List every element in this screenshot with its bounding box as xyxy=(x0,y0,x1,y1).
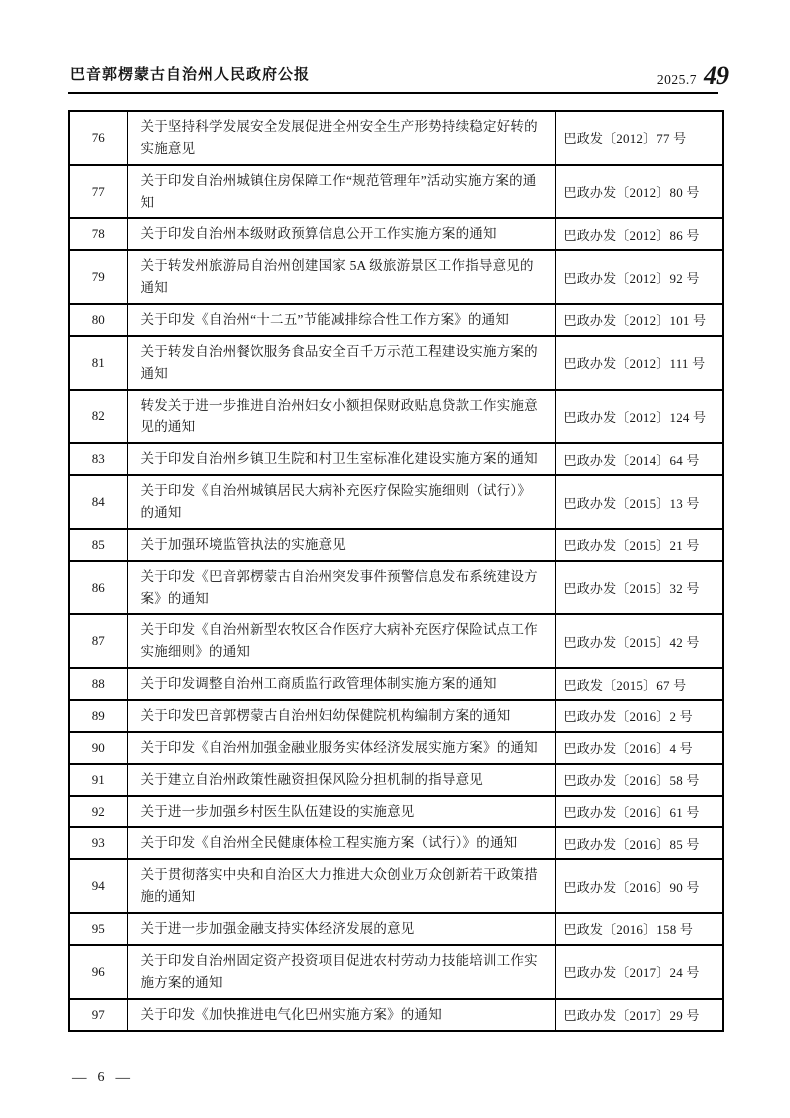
row-index-cell: 76 xyxy=(69,111,127,165)
document-number-cell: 巴政办发〔2015〕21 号 xyxy=(555,529,723,561)
document-title-cell: 关于建立自治州政策性融资担保风险分担机制的指导意见 xyxy=(127,764,555,796)
document-number-cell: 巴政办发〔2016〕4 号 xyxy=(555,732,723,764)
table-row xyxy=(69,250,723,304)
row-index-cell: 82 xyxy=(69,390,127,444)
row-index-cell: 85 xyxy=(69,529,127,561)
table-row xyxy=(69,443,723,475)
document-number-cell: 巴政办发〔2017〕29 号 xyxy=(555,999,723,1031)
row-index-cell: 94 xyxy=(69,859,127,913)
table-row xyxy=(69,945,723,999)
publication-title: 巴音郭楞蒙古自治州人民政府公报 xyxy=(70,66,311,83)
table-row xyxy=(69,859,723,913)
row-index-cell: 86 xyxy=(69,561,127,615)
row-index-cell: 90 xyxy=(69,732,127,764)
document-title-cell: 关于印发《加快推进电气化巴州实施方案》的通知 xyxy=(127,999,555,1031)
document-title-cell: 关于转发自治州餐饮服务食品安全百千万示范工程建设实施方案的通知 xyxy=(127,336,555,390)
row-index-cell: 83 xyxy=(69,443,127,475)
issue-block xyxy=(657,63,728,89)
document-number-cell: 巴政办发〔2016〕61 号 xyxy=(555,796,723,828)
document-number-cell: 巴政办发〔2012〕111 号 xyxy=(555,336,723,390)
table-row xyxy=(69,999,723,1031)
document-number-cell: 巴政办发〔2016〕90 号 xyxy=(555,859,723,913)
page-number: 6 xyxy=(97,1070,105,1085)
table-row xyxy=(69,796,723,828)
page-header xyxy=(68,0,728,94)
table-row xyxy=(69,111,723,165)
document-title-cell: 转发关于进一步推进自治州妇女小额担保财政贴息贷款工作实施意见的通知 xyxy=(127,390,555,444)
table-row xyxy=(69,561,723,615)
row-index-cell: 97 xyxy=(69,999,127,1031)
document-number-cell: 巴政办发〔2016〕85 号 xyxy=(555,827,723,859)
row-index-cell: 81 xyxy=(69,336,127,390)
row-index-cell: 96 xyxy=(69,945,127,999)
document-number-cell: 巴政办发〔2015〕13 号 xyxy=(555,475,723,529)
document-number-cell: 巴政办发〔2012〕101 号 xyxy=(555,304,723,336)
document-number-cell: 巴政发〔2016〕158 号 xyxy=(555,913,723,945)
document-title-cell: 关于印发《自治州城镇居民大病补充医疗保险实施细则（试行）》的通知 xyxy=(127,475,555,529)
document-number-cell: 巴政办发〔2015〕42 号 xyxy=(555,614,723,668)
table-row xyxy=(69,827,723,859)
table-row xyxy=(69,668,723,700)
document-number-cell: 巴政办发〔2012〕80 号 xyxy=(555,165,723,219)
row-index-cell: 92 xyxy=(69,796,127,828)
row-index-cell: 89 xyxy=(69,700,127,732)
issue-date: 2025.7 xyxy=(656,72,697,87)
document-title-cell: 关于进一步加强金融支持实体经济发展的意见 xyxy=(127,913,555,945)
document-number-cell: 巴政发〔2015〕67 号 xyxy=(555,668,723,700)
table-row xyxy=(69,390,723,444)
document-number-cell: 巴政办发〔2012〕86 号 xyxy=(555,218,723,250)
document-title-cell: 关于印发巴音郭楞蒙古自治州妇幼保健院机构编制方案的通知 xyxy=(127,700,555,732)
row-index-cell: 93 xyxy=(69,827,127,859)
issue-number: 49 xyxy=(704,61,728,90)
footer-left-dash: — xyxy=(72,1069,87,1086)
table-row xyxy=(69,614,723,668)
catalog-table-body xyxy=(69,111,723,1031)
document-number-cell: 巴政办发〔2016〕58 号 xyxy=(555,764,723,796)
row-index-cell: 78 xyxy=(69,218,127,250)
table-row xyxy=(69,764,723,796)
document-title-cell: 关于印发《自治州新型农牧区合作医疗大病补充医疗保险试点工作实施细则》的通知 xyxy=(127,614,555,668)
document-title-cell: 关于印发《自治州全民健康体检工程实施方案（试行）》的通知 xyxy=(127,827,555,859)
document-title-cell: 关于坚持科学发展安全发展促进全州安全生产形势持续稳定好转的实施意见 xyxy=(127,111,555,165)
document-title-cell: 关于加强环境监管执法的实施意见 xyxy=(127,529,555,561)
document-number-cell: 巴政办发〔2015〕32 号 xyxy=(555,561,723,615)
document-number-cell: 巴政办发〔2012〕124 号 xyxy=(555,390,723,444)
row-index-cell: 95 xyxy=(69,913,127,945)
table-row xyxy=(69,304,723,336)
page-footer xyxy=(72,1070,790,1087)
document-title-cell: 关于印发自治州乡镇卫生院和村卫生室标准化建设实施方案的通知 xyxy=(127,443,555,475)
document-title-cell: 关于贯彻落实中央和自治区大力推进大众创业万众创新若干政策措施的通知 xyxy=(127,859,555,913)
document-title-cell: 关于印发《自治州加强金融业服务实体经济发展实施方案》的通知 xyxy=(127,732,555,764)
row-index-cell: 91 xyxy=(69,764,127,796)
table-row xyxy=(69,529,723,561)
table-row xyxy=(69,218,723,250)
footer-right-dash: — xyxy=(115,1069,130,1086)
document-index-table xyxy=(68,110,724,1032)
document-number-cell: 巴政办发〔2017〕24 号 xyxy=(555,945,723,999)
header-rule xyxy=(68,92,718,94)
document-title-cell: 关于进一步加强乡村医生队伍建设的实施意见 xyxy=(127,796,555,828)
document-title-cell: 关于印发自治州城镇住房保障工作“规范管理年”活动实施方案的通知 xyxy=(127,165,555,219)
document-number-cell: 巴政发〔2012〕77 号 xyxy=(555,111,723,165)
row-index-cell: 77 xyxy=(69,165,127,219)
table-row xyxy=(69,336,723,390)
document-title-cell: 关于印发调整自治州工商质监行政管理体制实施方案的通知 xyxy=(127,668,555,700)
row-index-cell: 80 xyxy=(69,304,127,336)
row-index-cell: 84 xyxy=(69,475,127,529)
table-row xyxy=(69,913,723,945)
row-index-cell: 88 xyxy=(69,668,127,700)
document-number-cell: 巴政办发〔2012〕92 号 xyxy=(555,250,723,304)
document-title-cell: 关于印发自治州本级财政预算信息公开工作实施方案的通知 xyxy=(127,218,555,250)
document-title-cell: 关于印发自治州固定资产投资项目促进农村劳动力技能培训工作实施方案的通知 xyxy=(127,945,555,999)
row-index-cell: 79 xyxy=(69,250,127,304)
document-title-cell: 关于印发《巴音郭楞蒙古自治州突发事件预警信息发布系统建设方案》的通知 xyxy=(127,561,555,615)
row-index-cell: 87 xyxy=(69,614,127,668)
document-number-cell: 巴政办发〔2014〕64 号 xyxy=(555,443,723,475)
table-row xyxy=(69,475,723,529)
document-number-cell: 巴政办发〔2016〕2 号 xyxy=(555,700,723,732)
table-row xyxy=(69,165,723,219)
table-row xyxy=(69,732,723,764)
table-row xyxy=(69,700,723,732)
document-title-cell: 关于转发州旅游局自治州创建国家 5A 级旅游景区工作指导意见的通知 xyxy=(127,250,555,304)
document-title-cell: 关于印发《自治州“十二五”节能减排综合性工作方案》的通知 xyxy=(127,304,555,336)
